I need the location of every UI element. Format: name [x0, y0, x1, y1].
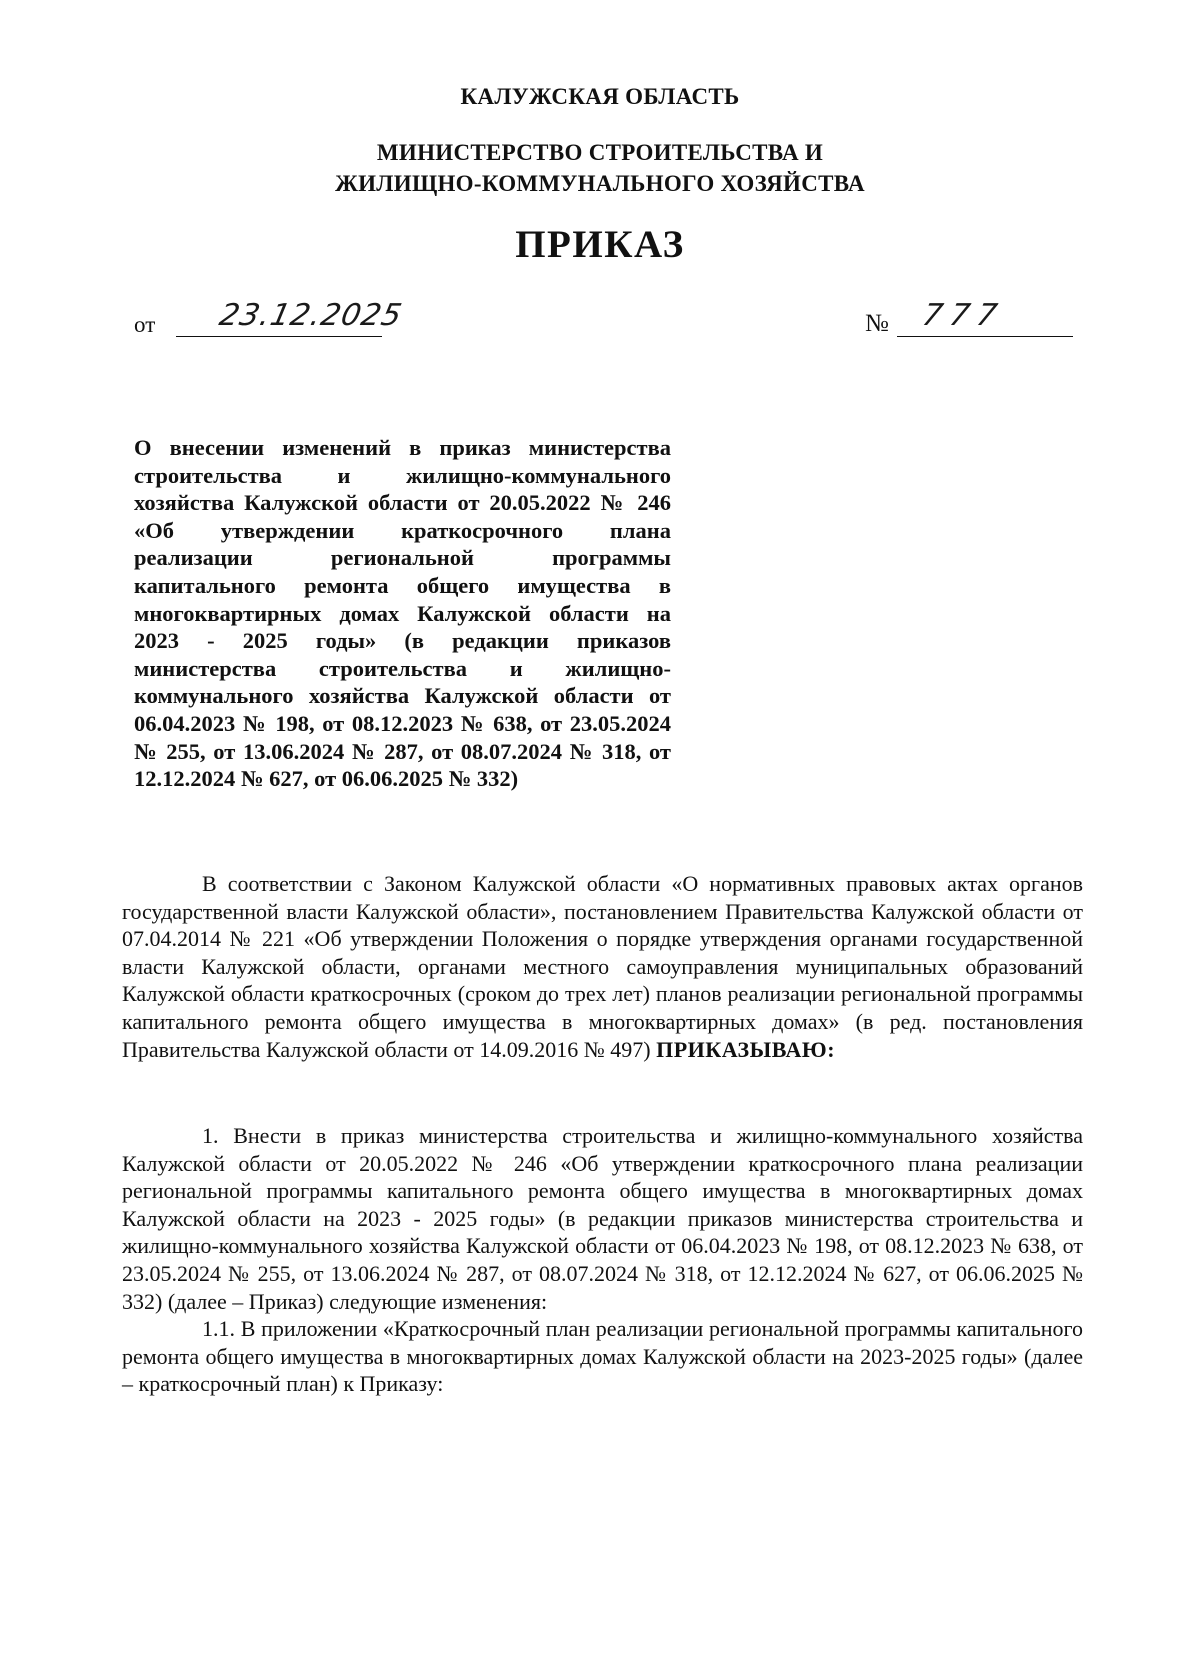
order-subject-text: О внесении изменений в приказ министерства строительства и жилищно-коммунального хозяйства Калужской области от 20.05.2022 № 246 «Об утверждении краткосрочного плана реализации региональной программы капитального ремонта общего имущества в многоквартирных домах Калужской области на 2023 - 2025 годы» (в редакции приказов министерства строительства и жилищно-коммунального хозяйства Калужской области от 06.04.2023 № 198, от 08.12.2023 № 638, от 23.05.2024 № 255, от 13.06.2024 № 287, от 08.07.2024 № 318, от 12.12.2024 № 627, от 06.06.2025 № 332)	[134, 435, 671, 792]
preamble-paragraph	[122, 870, 1083, 1063]
item-1-paragraph	[122, 1122, 1083, 1398]
order-number-field	[897, 298, 1073, 337]
item-1-1-text: 1.1. В приложении «Краткосрочный план реализации региональной программы капитального ремонта общего имущества в многоквартирных домах Калужской области на 2023-2025 годы» (далее – краткосрочный план) к Приказу:	[122, 1316, 1083, 1397]
order-word: ПРИКАЗЫВАЮ:	[656, 1036, 836, 1062]
order-date-field	[176, 298, 406, 337]
ministry-heading-line1: МИНИСТЕРСТВО СТРОИТЕЛЬСТВА И	[376, 140, 824, 165]
document-type-title: ПРИКАЗ	[515, 223, 685, 266]
region-heading: КАЛУЖСКАЯ ОБЛАСТЬ	[460, 84, 740, 109]
order-date-handwritten: 23.12.2025	[216, 298, 406, 333]
preamble-text: В соответствии с Законом Калужской области «О нормативных правовых актах органов государственной власти Калужской области», постановлением Правительства Калужской области от 07.04.2014 № 221 «Об утверждении Положения о порядке утверждения органами государственной власти Калужской области, органами местного самоуправления муниципальных образований Калужской области краткосрочных (сроком до трех лет) планов реализации региональной программы капитального ремонта общего имущества в многоквартирных домах» (в ред. постановления Правительства Калужской области от 14.09.2016 № 497)	[122, 871, 1083, 1062]
ministry-heading-line2: ЖИЛИЩНО-КОММУНАЛЬНОГО ХОЗЯЙСТВА	[335, 171, 865, 196]
number-sign: №	[865, 310, 889, 337]
order-subject	[134, 434, 671, 793]
date-prefix: от	[134, 312, 156, 337]
ministry-heading	[0, 137, 1200, 199]
item-1-text: 1. Внести в приказ министерства строительства и жилищно-коммунального хозяйства Калужской области от 20.05.2022 № 246 «Об утверждении краткосрочного плана реализации региональной программы капитального ремонта общего имущества в многоквартирных домах Калужской области на 2023 - 2025 годы» (в редакции приказов министерства строительства и жилищно-коммунального хозяйства Калужской области от 06.04.2023 № 198, от 08.12.2023 № 638, от 23.05.2024 № 255, от 13.06.2024 № 287, от 08.07.2024 № 318, от 12.12.2024 № 627, от 06.06.2025 № 332) (далее – Приказ) следующие изменения:	[122, 1123, 1083, 1314]
order-number-handwritten: 777	[919, 298, 1008, 333]
